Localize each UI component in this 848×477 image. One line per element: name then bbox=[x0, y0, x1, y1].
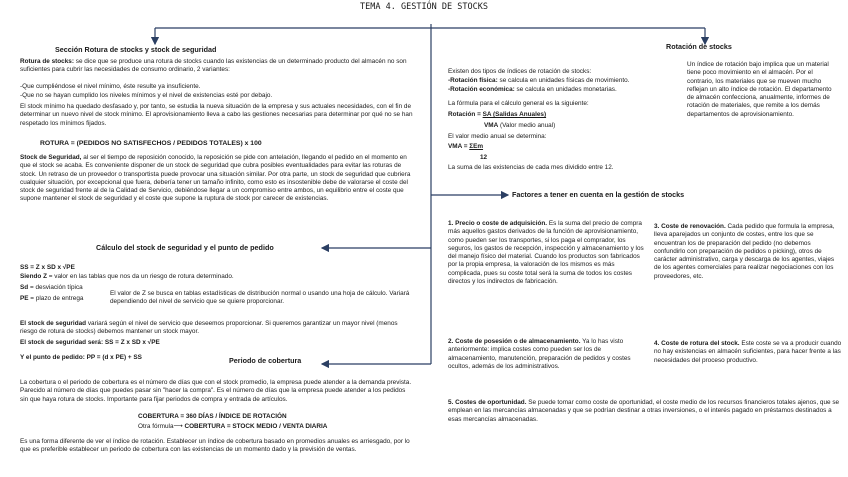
cobertura-heading: Periodo de cobertura bbox=[229, 356, 302, 365]
z-text: = valor en las tablas que nos da un riesgo de rotura determinado. bbox=[46, 273, 234, 280]
seguridad-text: al ser el tiempo de reposición conocido, la reposición se pide con antelación, llegando el pedido en el momento en que el stock se acaba. Es conveniente disponer de un stock de seguridad que cubra posibles eventualidades para evitar las roturas de stock. Un retraso de un proveedor o transportista puede provocar una situación similar. Por otra parte, un stock de seguridad que cubriera cualquier situación, por excepcional que fuera, debería tener un tamaño infinito, como esto es insostenible debe de valorarse el coste del stock de seguridad frente al de la Calidad de Servicio, debiéndose llegar a un compromiso entre ambos, un equilibrio entre el coste que supone mantener el stock de seguridad y el coste que supone la ruptura de stock por carecer de existencias. bbox=[20, 154, 411, 203]
rotura-heading: Sección Rotura de stocks y stock de seguridad bbox=[55, 45, 217, 54]
cobertura-para-2: Es una forma diferente de ver el índice de rotación. Establecer un índice de cobertura basado en promedios anuales es arriesgado, por lo que es preferible establecer un periodo de cobertura con las existencias de un momento dado y la previsión de ventas. bbox=[20, 438, 410, 454]
rotura-def-text: se dice que se produce una rotura de stocks cuando las existencias de un determinado producto del almacén no son suficientes para cubrir las necesidades de consumo ordinario, 2 variantes: bbox=[20, 58, 407, 74]
rot-den-text: (Valor medio anual) bbox=[498, 122, 556, 129]
f4-text: Este coste se va a producir cuando no hay existencias en almacén suficientes, para hacer frente a las necesidades del proceso productivo. bbox=[654, 340, 842, 364]
vma-note: La suma de las existencias de cada mes dividido entre 12. bbox=[448, 164, 614, 171]
vma-numerator: ΣEm bbox=[469, 143, 484, 150]
eco-label: -Rotación económica: bbox=[448, 86, 515, 93]
rot-numerator: SA (Salidas Anuales) bbox=[482, 111, 547, 118]
f5-text: Se puede tomar como coste de oportunidad, el coste medio de los recursos financieros totales ajenos, que se emplean en las mercancías almacenadas y que se podrían destinar a otras inversiones, o el interés pagado en préstamos destinados a esas mercancías almacenadas. bbox=[448, 399, 840, 423]
rot-den: VMA bbox=[484, 122, 499, 129]
formula2-text: COBERTURA = STOCK MEDIO / VENTA DIARIA bbox=[184, 423, 328, 430]
rotura-variant-2: -Que no se hayan cumplido los niveles mínimos y el nivel de existencias esté por debajo. bbox=[20, 92, 273, 99]
rotura-formula: ROTURA = (PEDIDOS NO SATISFECHOS / PEDIDOS TOTALES) x 100 bbox=[40, 140, 262, 147]
vma-label: VMA = bbox=[448, 143, 470, 150]
stock-seguridad-paragraph bbox=[20, 154, 415, 204]
ss-formula: SS = Z x SD x √PE bbox=[20, 264, 75, 271]
formula-intro: La fórmula para el cálculo general es la siguiente: bbox=[448, 100, 589, 107]
z-label: Siendo Z bbox=[20, 273, 47, 280]
factor-1 bbox=[448, 220, 644, 286]
rotacion-formula bbox=[448, 111, 546, 119]
nivel-label: El stock de seguridad bbox=[20, 320, 87, 327]
rotura-variant-1: -Que cumpliéndose el nivel mínimo, éste resulte ya insuficiente. bbox=[20, 83, 201, 90]
sd-definition bbox=[20, 284, 83, 292]
rotacion-intro: Existen dos tipos de índices de rotación de stocks: bbox=[448, 68, 592, 75]
rotura-definition bbox=[20, 58, 415, 75]
cobertura-formula-2 bbox=[138, 423, 327, 431]
rotacion-fisica bbox=[448, 77, 630, 85]
fisica-text: se calcula en unidades físicas de movimiento. bbox=[497, 77, 630, 84]
sd-text: = desviación típica bbox=[28, 284, 83, 291]
nivel-servicio-paragraph bbox=[20, 320, 415, 337]
factor-5 bbox=[448, 399, 842, 424]
cobertura-formula-1: COBERTURA = 360 DÍAS / ÍNDICE DE ROTACIÓN bbox=[138, 413, 287, 420]
pe-text: = plazo de entrega bbox=[28, 295, 84, 302]
page-title: TEMA 4. GESTIÓN DE STOCKS bbox=[360, 2, 488, 12]
pp-line: Y el punto de pedido: PP = (d x PE) + SS bbox=[20, 354, 142, 361]
eco-text: se calcula en unidades monetarias. bbox=[514, 86, 617, 93]
ss-line: El stock de seguridad será: SS = Z x SD x √PE bbox=[20, 339, 160, 346]
f2-text: Ya lo has visto anteriormente: implica costes como pueden ser los de almacenamiento, manutención, preparación de pedidos y costes ocultos, además de los administrativos. bbox=[448, 338, 631, 370]
fisica-label: -Rotación física: bbox=[448, 77, 498, 84]
f3-label: 3. Coste de renovación. bbox=[654, 223, 726, 230]
vma-formula bbox=[448, 143, 483, 151]
rotacion-side-text: Un índice de rotación bajo implica que un material tiene poco movimiento en el almacén. Por el contrario, los materiales que se mueven mucho reflejan un alto índice de rotación. El departamento de almacén confecciona, anualmente, informes de rotación de materiales, que remite a los demás departamentos de aprovisionamiento. bbox=[687, 61, 832, 118]
f2-label: 2. Coste de posesión o de almacenamiento. bbox=[448, 338, 581, 345]
rotacion-heading: Rotación de stocks bbox=[666, 42, 732, 51]
rotacion-economica bbox=[448, 86, 617, 94]
factor-2 bbox=[448, 338, 644, 371]
factor-3 bbox=[654, 223, 842, 281]
rot-label: Rotación = bbox=[448, 111, 483, 118]
rotacion-denominator bbox=[484, 122, 555, 130]
f1-text: Es la suma del precio de compra más aquellos gastos derivados de la función de aprovisionamiento, como pueden ser los transportes, si los paga el comprador, los seguros, los gastos de recepción, inspección y almacenamiento y los del manejo físico del material. Cuando los productos son fabricados por la propia empresa, la valoración de los mismos es más complicada, pues su coste total será la suma de todos los costes directos y los indirectos de fabricación. bbox=[448, 220, 644, 286]
z-note: El valor de Z se busca en tablas estadísticas de distribución normal o usando una hoja de cálculo. Variará dependiendo del nivel de servicio que se quiere proporcionar. bbox=[110, 290, 410, 306]
rotura-def-label: Rotura de stocks: bbox=[20, 58, 74, 65]
pe-label: PE bbox=[20, 295, 29, 302]
z-definition bbox=[20, 273, 234, 281]
nivel-text: variará según el nivel de servicio que deseemos proporcionar. Si queremos garantizar un mayor nivel (menos riesgo de rotura de stocks) debemos mantener un stock mayor. bbox=[20, 320, 398, 336]
f1-label: 1. Precio o coste de adquisición. bbox=[448, 220, 548, 227]
pe-definition bbox=[20, 295, 83, 303]
rotura-para-2: El stock mínimo ha quedado desfasado y, por tanto, se estudia la nueva situación de la empresa y sus actuales necesidades, con el fin de determinar un nuevo nivel de stock mínimo. El aprovisionamiento lleva a cabo las gestiones necesarias para determinar por qué no se han respetado los mínimos fijados. bbox=[20, 103, 413, 127]
f4-label: 4. Coste de rotura del stock. bbox=[654, 340, 740, 347]
factores-heading: Factores a tener en cuenta en la gestión de stocks bbox=[512, 190, 685, 199]
calculo-heading: Cálculo del stock de seguridad y el punto de pedido bbox=[96, 243, 274, 252]
factor-4 bbox=[654, 340, 842, 365]
formula2-prefix: Otra fórmula⟶ bbox=[138, 423, 185, 430]
vma-intro: El valor medio anual se determina: bbox=[448, 133, 547, 140]
cobertura-para-1: La cobertura o el periodo de cobertura es el número de días que con el stock promedio, la empresa puede atender a la demanda prevista. Parecido al número de días que puedes pasar sin "hacer la compra". Es el número de días que la empresa puede atender a los pedidos sin que haya rotura de stocks. Importante para fijar periodos de compra y entrada de artículos. bbox=[20, 379, 412, 403]
f3-text: Cada pedido que formula la empresa, lleva aparejados un conjunto de costes, entre los que se encuentran los de preparación del pedido (no debemos confundirlo con preparación de pedidos o picking), otros de carácter administrativo, carga y descarga de los agentes, viajes de los agentes comerciales para realizar negociaciones con los proveedores, etc. bbox=[654, 223, 835, 280]
f5-label: 5. Costes de oportunidad. bbox=[448, 399, 527, 406]
seguridad-label: Stock de Seguridad, bbox=[20, 154, 82, 161]
vma-denominator: 12 bbox=[480, 154, 488, 161]
sd-label: Sd bbox=[20, 284, 29, 291]
